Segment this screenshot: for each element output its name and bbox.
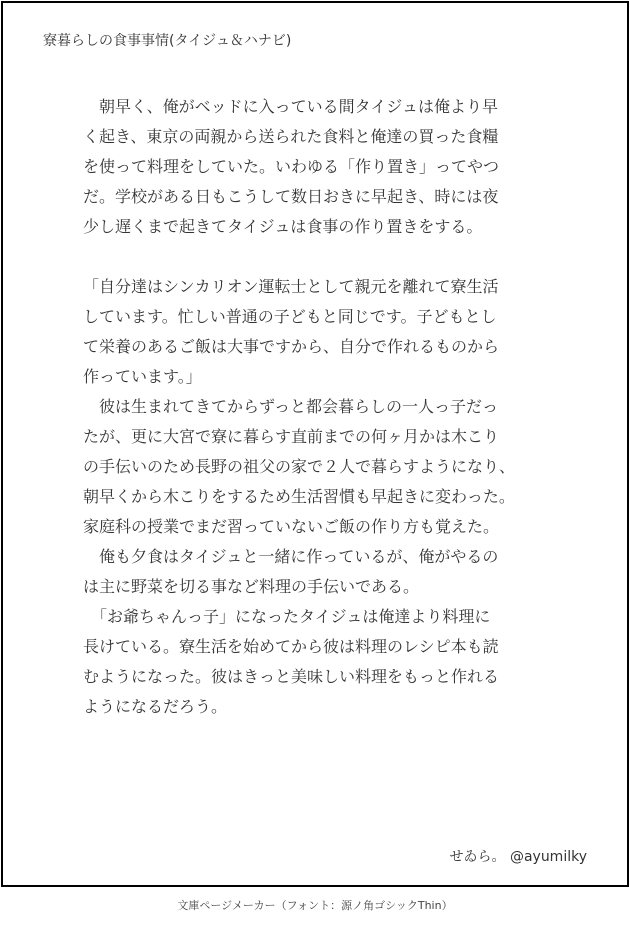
text-line: 朝早くから木こりをするため生活習慣も早起きに変わった。 bbox=[83, 487, 515, 506]
author-signature: せゐら。 @ayumilky bbox=[449, 849, 587, 865]
text-line: ようになるだろう。 bbox=[83, 697, 228, 716]
text-line: を使って料理をしていた。いわゆる「作り置き」ってやつ bbox=[83, 157, 500, 176]
text-line: く起き、東京の両親から送られた食料と俺達の買った食糧 bbox=[83, 127, 499, 146]
text-line: の手伝いのため長野の祖父の家で２人で暮らすようになり、 bbox=[83, 457, 516, 476]
text-line: しています。忙しい普通の子どもと同じです。子どもとし bbox=[83, 307, 497, 326]
text-line: 少し遅くまで起きてタイジュは食事の作り置きをする。 bbox=[83, 217, 483, 236]
text-line: 彼は生まれてきてからずっと都会暮らしの一人っ子だっ bbox=[83, 397, 499, 416]
paragraph-2 bbox=[83, 272, 563, 722]
text-line: 家庭科の授業でまだ習っていないご飯の作り方も覚えた。 bbox=[83, 517, 500, 536]
text-line: 長けている。寮生活を始めてから彼は料理のレシピ本も読 bbox=[83, 637, 499, 656]
text-line: 「お爺ちゃんっ子」になったタイジュは俺達より料理に bbox=[83, 607, 491, 626]
text-line: 作っています。」 bbox=[83, 367, 202, 386]
text-line: 俺も夕食はタイジュと一緒に作っているが、俺がやるの bbox=[83, 547, 499, 566]
text-line: て栄養のあるご飯は大事ですから、自分で作れるものから bbox=[83, 337, 500, 356]
text-line: だ。学校がある日もこうして数日おきに早起き、時には夜 bbox=[83, 187, 499, 206]
text-line: 朝早く、俺がベッドに入っている間タイジュは俺より早 bbox=[83, 97, 499, 116]
text-line: は主に野菜を切る事など料理の手伝いである。 bbox=[83, 577, 420, 596]
body-text bbox=[83, 92, 563, 722]
text-line: むようになった。彼はきっと美味しい料理をもっと作れる bbox=[83, 667, 500, 686]
text-line: 「自分達はシンカリオン運転士として親元を離れて寮生活 bbox=[83, 277, 499, 296]
footer-credit: 文庫ページメーカー（フォント：源ノ角ゴシックThin） bbox=[177, 899, 453, 912]
text-line: たが、更に大宮で寮に暮らす直前までの何ヶ月かは木こり bbox=[83, 427, 500, 446]
paragraph-1 bbox=[83, 92, 563, 242]
page-frame bbox=[1, 1, 629, 887]
document-title: 寮暮らしの食事事情(タイジュ＆ハナビ) bbox=[43, 33, 292, 49]
paragraph-spacer bbox=[83, 242, 563, 272]
